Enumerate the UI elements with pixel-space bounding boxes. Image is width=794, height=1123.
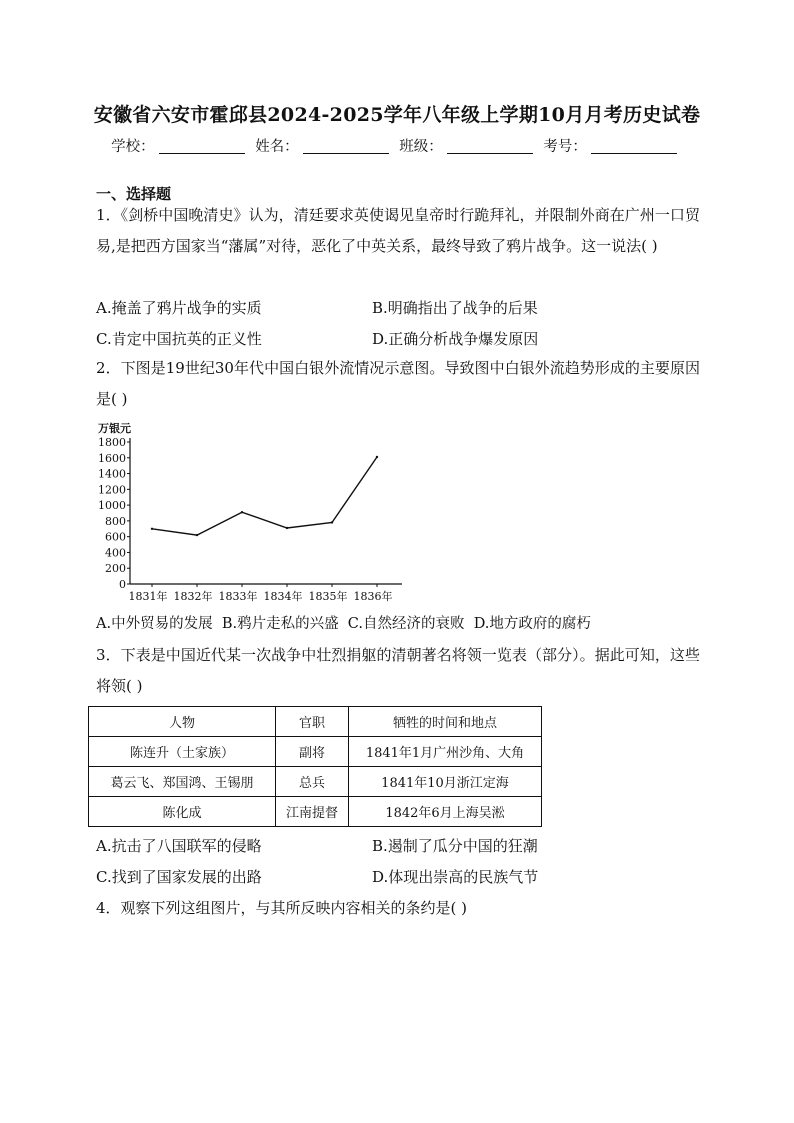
- table-cell: 葛云飞、郑国鸿、王锡朋: [89, 767, 276, 797]
- y-tick-label: 1200: [98, 483, 126, 497]
- table-cell: 1842年6月上海吴淞: [349, 797, 542, 827]
- table-cell: 陈连升（土家族）: [89, 737, 276, 767]
- y-tick-label: 800: [105, 514, 126, 528]
- generals-table: [88, 706, 542, 827]
- series-line: [152, 457, 377, 535]
- silver-outflow-chart: [94, 418, 414, 608]
- table-header-cell: 官职: [276, 707, 349, 737]
- school-label: 学校：: [111, 139, 155, 155]
- table-cell: 1841年10月浙江定海: [349, 767, 542, 797]
- q3-option-d: D.体现出崇高的民族气节: [372, 868, 539, 886]
- x-tick-label: 1835年: [308, 590, 348, 603]
- q3-option-b: B.遏制了瓜分中国的狂潮: [372, 837, 538, 855]
- q2-option-c: C.自然经济的衰败: [347, 616, 465, 632]
- data-point: [151, 528, 153, 530]
- table-cell: 陈化成: [89, 797, 276, 827]
- data-point: [376, 456, 378, 458]
- y-tick-label: 1400: [98, 467, 126, 481]
- table-cell: 总兵: [276, 767, 349, 797]
- exam-number-blank[interactable]: [591, 139, 677, 154]
- data-point: [286, 527, 288, 529]
- x-tick-label: 1832年: [173, 590, 213, 603]
- question-4-text: 4．观察下列这组图片，与其所反映内容相关的条约是( ): [96, 899, 468, 917]
- y-tick-label: 1800: [98, 436, 126, 449]
- table-cell: 江南提督: [276, 797, 349, 827]
- q1-option-a: A.掩盖了鸦片战争的实质: [96, 299, 262, 317]
- q2-option-d: D.地方政府的腐朽: [473, 616, 591, 632]
- table-row: [89, 767, 542, 797]
- y-tick-label: 1600: [98, 451, 126, 465]
- table-header-cell: 牺牲的时间和地点: [349, 707, 542, 737]
- school-blank[interactable]: [159, 139, 245, 154]
- table-row: [89, 797, 542, 827]
- q3-option-a: A.抗击了八国联军的侵略: [96, 837, 262, 855]
- question-2-text: 2．下图是19世纪30年代中国白银外流情况示意图。导致图中白银外流趋势形成的主要原因是( ): [96, 359, 700, 408]
- y-tick-label: 1000: [98, 499, 126, 513]
- q1-option-b: B.明确指出了战争的后果: [372, 299, 538, 317]
- q2-options-line: [96, 614, 591, 634]
- y-tick-label: 400: [105, 546, 126, 560]
- data-point: [196, 534, 198, 536]
- table-header-cell: 人物: [89, 707, 276, 737]
- x-tick-label: 1836年: [353, 590, 393, 603]
- question-3-text: 3．下表是中国近代某一次战争中壮烈捐躯的清朝著名将领一览表（部分）。据此可知，这些将领( ): [96, 646, 700, 695]
- y-tick-label: 200: [105, 562, 126, 576]
- x-tick-label: 1831年: [128, 590, 168, 603]
- q2-option-b: B.鸦片走私的兴盛: [221, 616, 339, 632]
- class-label: 班级：: [399, 139, 443, 155]
- y-axis-label: 万银元: [98, 422, 131, 435]
- table-row: [89, 737, 542, 767]
- student-info-line: [0, 135, 794, 156]
- name-blank[interactable]: [303, 139, 389, 154]
- y-tick-label: 600: [105, 530, 126, 544]
- table-cell: 1841年1月广州沙角、大角: [349, 737, 542, 767]
- q1-option-d: D.正确分析战争爆发原因: [372, 330, 539, 348]
- q2-option-a: A.中外贸易的发展: [96, 616, 213, 632]
- q1-option-c: C.肯定中国抗英的正义性: [96, 330, 262, 348]
- section-heading: 一、选择题: [96, 185, 172, 203]
- question-1-text: 1．《剑桥中国晚清史》认为，清廷要求英使谒见皇帝时行跪拜礼，并限制外商在广州一口贸易,是把西方国家当“藩属”对待，恶化了中英关系，最终导致了鸦片战争。这一说法( ): [96, 206, 700, 255]
- table-header-row: [89, 707, 542, 737]
- q3-option-c: C.找到了国家发展的出路: [96, 868, 262, 886]
- x-tick-label: 1834年: [263, 590, 303, 603]
- y-tick-label: 0: [119, 578, 126, 591]
- exam-title: 安徽省六安市霍邱县2024-2025学年八年级上学期10月月考历史试卷: [93, 104, 701, 126]
- data-point: [331, 521, 333, 523]
- exam-number-label: 考号：: [543, 139, 587, 155]
- data-point: [241, 511, 243, 513]
- table-cell: 副将: [276, 737, 349, 767]
- class-blank[interactable]: [447, 139, 533, 154]
- name-label: 姓名：: [255, 139, 299, 155]
- x-tick-label: 1833年: [218, 590, 258, 603]
